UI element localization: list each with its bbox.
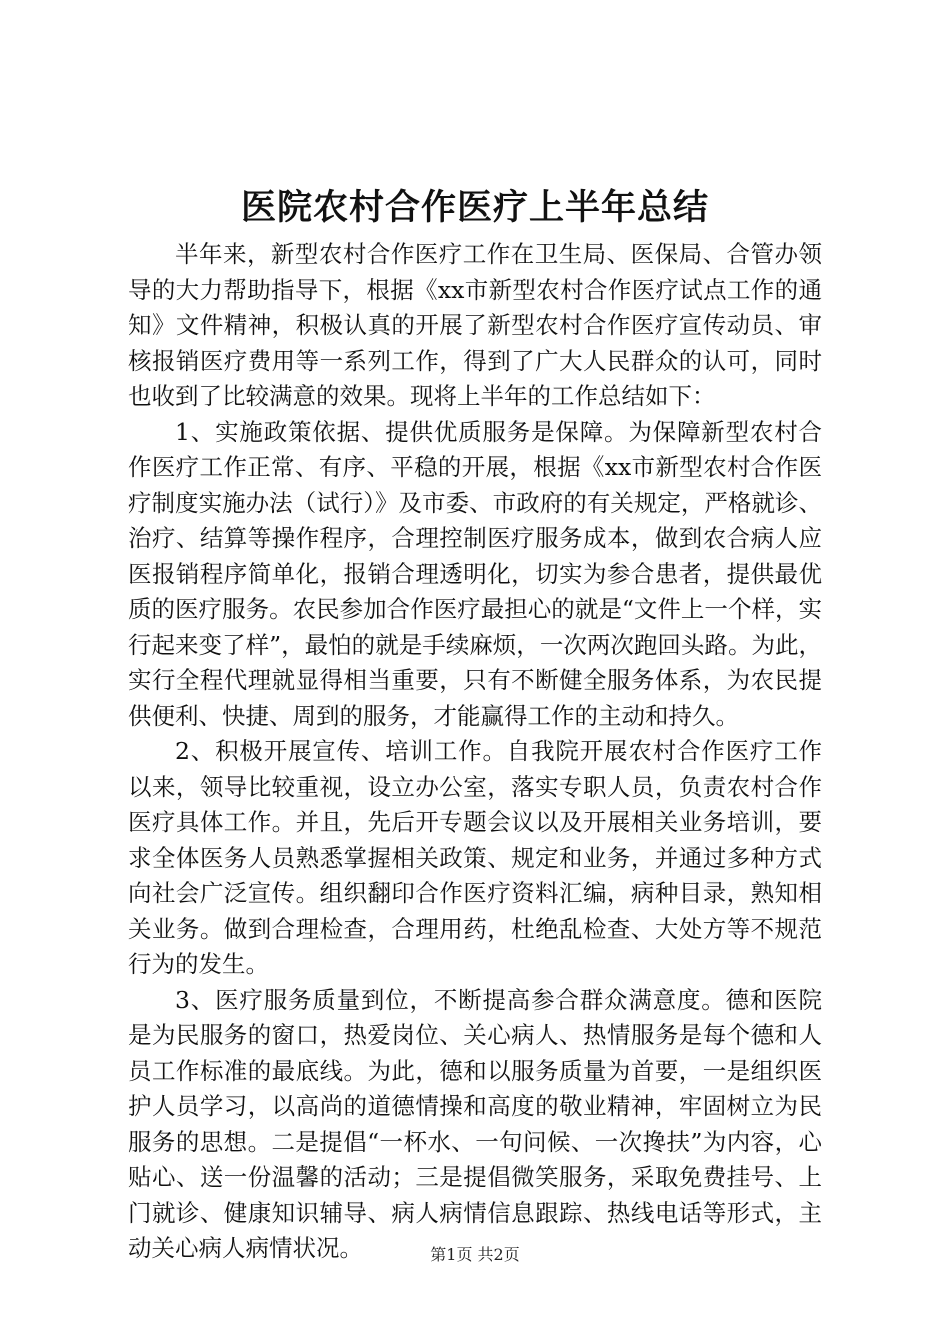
paragraph-point-1: 1、实施政策依据、提供优质服务是保障。为保障新型农村合作医疗工作正常、有序、平稳的开展，根据《xx市新型农村合作医疗制度实施办法（试行）》及市委、市政府的有关规定，严格就诊、治疗、结算等操作程序，合理控制医疗服务成本，做到农合病人应医报销程序简单化，报销合理透明化，切实为参合患者，提供最优质的医疗服务。农民参加合作医疗最担心的就是“文件上一个样，实行起来变了样”，最怕的就是手续麻烦，一次两次跑回头路。为此，实行全程代理就显得相当重要，只有不断健全服务体系，为农民提供便利、快捷、周到的服务，才能赢得工作的主动和持久。 [128,417,822,730]
paragraph-intro: 半年来，新型农村合作医疗工作在卫生局、医保局、合管办领导的大力帮助指导下，根据《xx市新型农村合作医疗试点工作的通知》文件精神，积极认真的开展了新型农村合作医疗宣传动员、审核报销医疗费用等一系列工作，得到了广大人民群众的认可，同时也收到了比较满意的效果。现将上半年的工作总结如下： [128,240,822,410]
document-body [128,237,822,1267]
paragraph-point-2: 2、积极开展宣传、培训工作。自我院开展农村合作医疗工作以来，领导比较重视，设立办公室，落实专职人员，负责农村合作医疗具体工作。并且，先后开专题会议以及开展相关业务培训，要求全体医务人员熟悉掌握相关政策、规定和业务，并通过多种方式向社会广泛宣传。组织翻印合作医疗资料汇编，病种目录，熟知相关业务。做到合理检查，合理用药，杜绝乱检查、大处方等不规范行为的发生。 [128,737,822,978]
page-number-footer: 第1页 共2页 [430,1245,520,1264]
document-title: 医院农村合作医疗上半年总结 [240,187,709,228]
paragraph-point-3: 3、医疗服务质量到位，不断提高参合群众满意度。德和医院是为民服务的窗口，热爱岗位、关心病人、热情服务是每个德和人员工作标准的最底线。为此，德和以服务质量为首要，一是组织医护人员学习，以高尚的道德情操和高度的敬业精神，牢固树立为民服务的思想。二是提倡“一杯水、一句问候、一次搀扶”为内容，心贴心、送一份温馨的活动；三是提倡微笑服务，采取免费挂号、上门就诊、健康知识辅导、病人病情信息跟踪、热线电话等形式，主动关心病人病情状况。 [128,985,822,1262]
